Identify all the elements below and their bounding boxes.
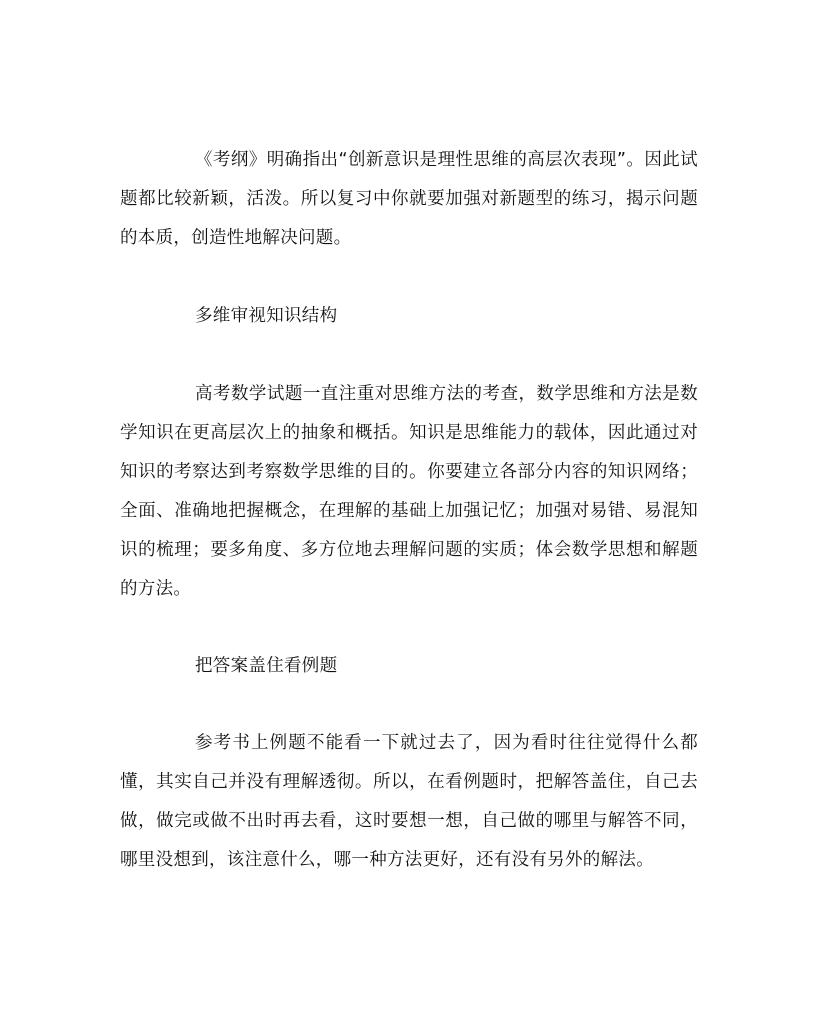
- paragraph-exam-outline: 《考纲》明确指出“创新意识是理性思维的高层次表现”。因此试题都比较新颖，活泼。所以复习中你就要加强对新题型的练习，揭示问题的本质，创造性地解决问题。: [120, 150, 698, 248]
- document-content: [120, 141, 698, 880]
- paragraph-thinking-methods: 高考数学试题一直注重对思维方法的考查，数学思维和方法是数学知识在更高层次上的抽象和概括。知识是思维能力的载体，因此通过对知识的考察达到考察数学思维的目的。你要建立各部分内容的知识网络；全面、准确地把握概念，在理解的基础上加强记忆；加强对易错、易混知识的梳理；要多角度、多方位地去理解问题的实质；体会数学思想和解题的方法。: [120, 384, 698, 599]
- heading-knowledge-structure: 多维审视知识结构: [195, 306, 338, 326]
- paragraph-example-problems: 参考书上例题不能看一下就过去了，因为看时往往觉得什么都懂，其实自己并没有理解透彻。所以，在看例题时，把解答盖住，自己去做，做完或做不出时再去看，这时要想一想，自己做的哪里与解答不同，哪里没想到，该注意什么，哪一种方法更好，还有没有另外的解法。: [120, 733, 698, 870]
- paragraph-spacer: [120, 609, 698, 647]
- paragraph-spacer: [120, 686, 698, 724]
- paragraph-spacer: [120, 258, 698, 297]
- heading-cover-answers: 把答案盖住看例题: [195, 656, 338, 676]
- paragraph-spacer: [120, 336, 698, 375]
